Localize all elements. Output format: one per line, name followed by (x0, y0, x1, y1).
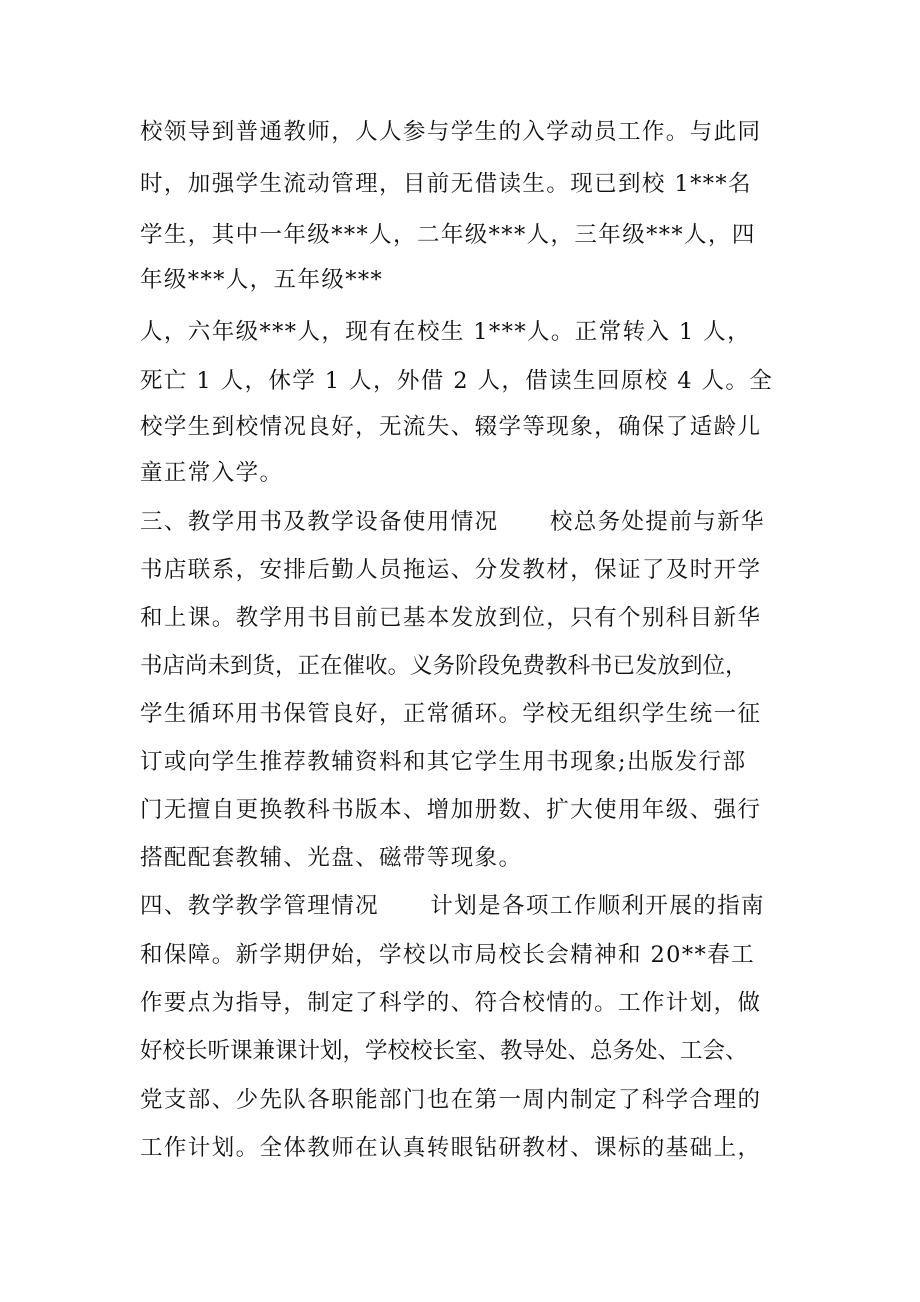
text-line: 搭配配套教辅、光盘、磁带等现象。 (140, 845, 523, 871)
text-line: 和上课。教学用书目前已基本发放到位，只有个别科目新华 (140, 605, 762, 631)
text-line: 书店尚未到货，正在催收。义务阶段免费教科书已发放到位， (140, 653, 748, 679)
text-line: 校学生到校情况良好，无流失、辍学等现象，确保了适龄儿 (140, 414, 762, 440)
text-line: 订或向学生推荐教辅资料和其它学生用书现象;出版发行部 (140, 749, 747, 775)
text-line: 党支部、少先队各职能部门也在第一周内制定了科学合理的 (140, 1087, 762, 1113)
text-line: 书店联系，安排后勤人员拖运、分发教材，保证了及时开学 (140, 557, 762, 583)
text-line: 年级***人，五年级*** (140, 267, 384, 293)
text-line: 时，加强学生流动管理，目前无借读生。现已到校 1***名 (140, 171, 752, 197)
text-line: 工作计划。全体教师在认真转眼钻研教材、课标的基础上， (140, 1135, 762, 1161)
text-line: 死亡 1 人，休学 1 人，外借 2 人，借读生回原校 4 人。全 (140, 368, 774, 394)
text-line: 童正常入学。 (140, 460, 284, 486)
text-line: 作要点为指导，制定了科学的、符合校情的。工作计划，做 (140, 990, 762, 1016)
section-heading-line: 三、教学用书及教学设备使用情况 校总务处提前与新华 (140, 509, 765, 535)
text-line: 人，六年级***人，现有在校生 1***人。正常转入 1 人， (140, 319, 751, 345)
text-line: 门无擅自更换教科书版本、增加册数、扩大使用年级、强行 (140, 797, 762, 823)
text-line: 和保障。新学期伊始，学校以市局校长会精神和 20**春工 (140, 942, 755, 968)
text-line: 学生循环用书保管良好，正常循环。学校无组织学生统一征 (140, 701, 762, 727)
section-heading-line: 四、教学教学管理情况 计划是各项工作顺利开展的指南 (140, 893, 765, 919)
text-line: 学生，其中一年级***人，二年级***人，三年级***人，四 (140, 222, 756, 248)
text-line: 好校长听课兼课计划，学校校长室、教导处、总务处、工会、 (140, 1038, 748, 1064)
text-line: 校领导到普通教师，人人参与学生的入学动员工作。与此同 (140, 119, 762, 145)
